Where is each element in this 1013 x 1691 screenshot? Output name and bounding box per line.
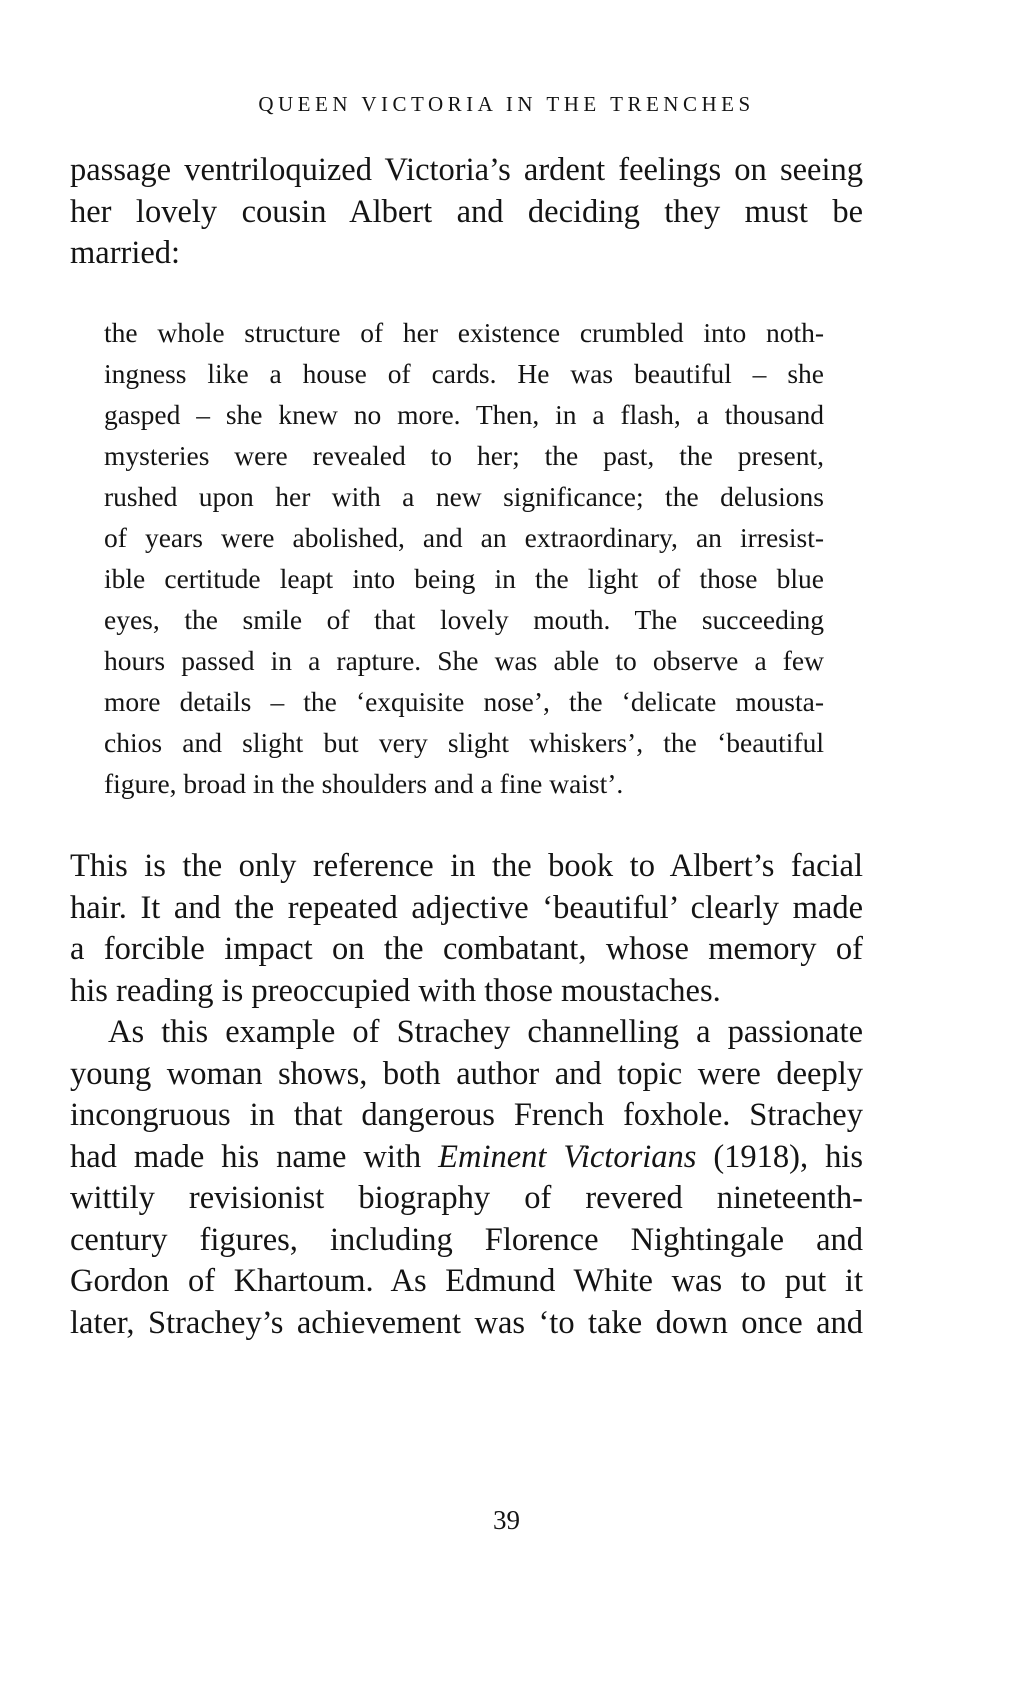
text-segment: (1918), his <box>696 1139 863 1175</box>
paragraph-3-line: young woman shows, both author and topic were deeply <box>70 1056 863 1092</box>
paragraph-1-line: her lovely cousin Albert and deciding they must be <box>70 194 863 230</box>
paragraph-3-line: century figures, including Florence Nightingale and <box>70 1222 863 1258</box>
paragraph-3-line: wittily revisionist biography of revered nineteenth- <box>70 1180 863 1216</box>
block-quote-line: gasped – she knew no more. Then, in a flash, a thousand <box>104 399 824 430</box>
paragraph-3-line: incongruous in that dangerous French foxhole. Strachey <box>70 1097 863 1133</box>
block-quote-line: chios and slight but very slight whiskers’, the ‘beautiful <box>104 727 824 758</box>
page-number: 39 <box>493 1505 520 1535</box>
block-quote-line: figure, broad in the shoulders and a fine waist’. <box>104 768 624 799</box>
block-quote-line: more details – the ‘exquisite nose’, the ‘delicate mousta- <box>104 686 824 717</box>
paragraph-2-line: hair. It and the repeated adjective ‘beautiful’ clearly made <box>70 890 863 926</box>
paragraph-3-line-with-title <box>70 1141 863 1174</box>
paragraph-1-line: married: <box>70 235 181 271</box>
paragraph-3-line: Gordon of Khartoum. As Edmund White was to put it <box>70 1263 863 1299</box>
block-quote-line: the whole structure of her existence crumbled into noth- <box>104 317 824 348</box>
paragraph-2-line: a forcible impact on the combatant, whose memory of <box>70 931 863 967</box>
block-quote-line: mysteries were revealed to her; the past, the present, <box>104 440 824 471</box>
paragraph-2-line: This is the only reference in the book to Albert’s facial <box>70 848 863 884</box>
paragraph-2-line: his reading is preoccupied with those moustaches. <box>70 973 721 1009</box>
text-segment: had made his name with <box>70 1139 439 1175</box>
block-quote-line: eyes, the smile of that lovely mouth. The succeeding <box>104 604 824 635</box>
block-quote-line: rushed upon her with a new significance; the delusions <box>104 481 824 512</box>
book-title-eminent-victorians: Eminent Victorians <box>438 1139 697 1175</box>
paragraph-3-line: later, Strachey’s achievement was ‘to take down once and <box>70 1305 863 1341</box>
block-quote-line: ingness like a house of cards. He was beautiful – she <box>104 358 824 389</box>
running-head: QUEEN VICTORIA IN THE TRENCHES <box>258 92 755 116</box>
block-quote-line: of years were abolished, and an extraordinary, an irresist- <box>104 522 824 553</box>
block-quote-line: ible certitude leapt into being in the light of those blue <box>104 563 824 594</box>
block-quote-line: hours passed in a rapture. She was able to observe a few <box>104 645 824 676</box>
paragraph-3-line: As this example of Strachey channelling a passionate <box>108 1014 863 1050</box>
paragraph-1-line: passage ventriloquized Victoria’s ardent feelings on seeing <box>70 152 863 188</box>
